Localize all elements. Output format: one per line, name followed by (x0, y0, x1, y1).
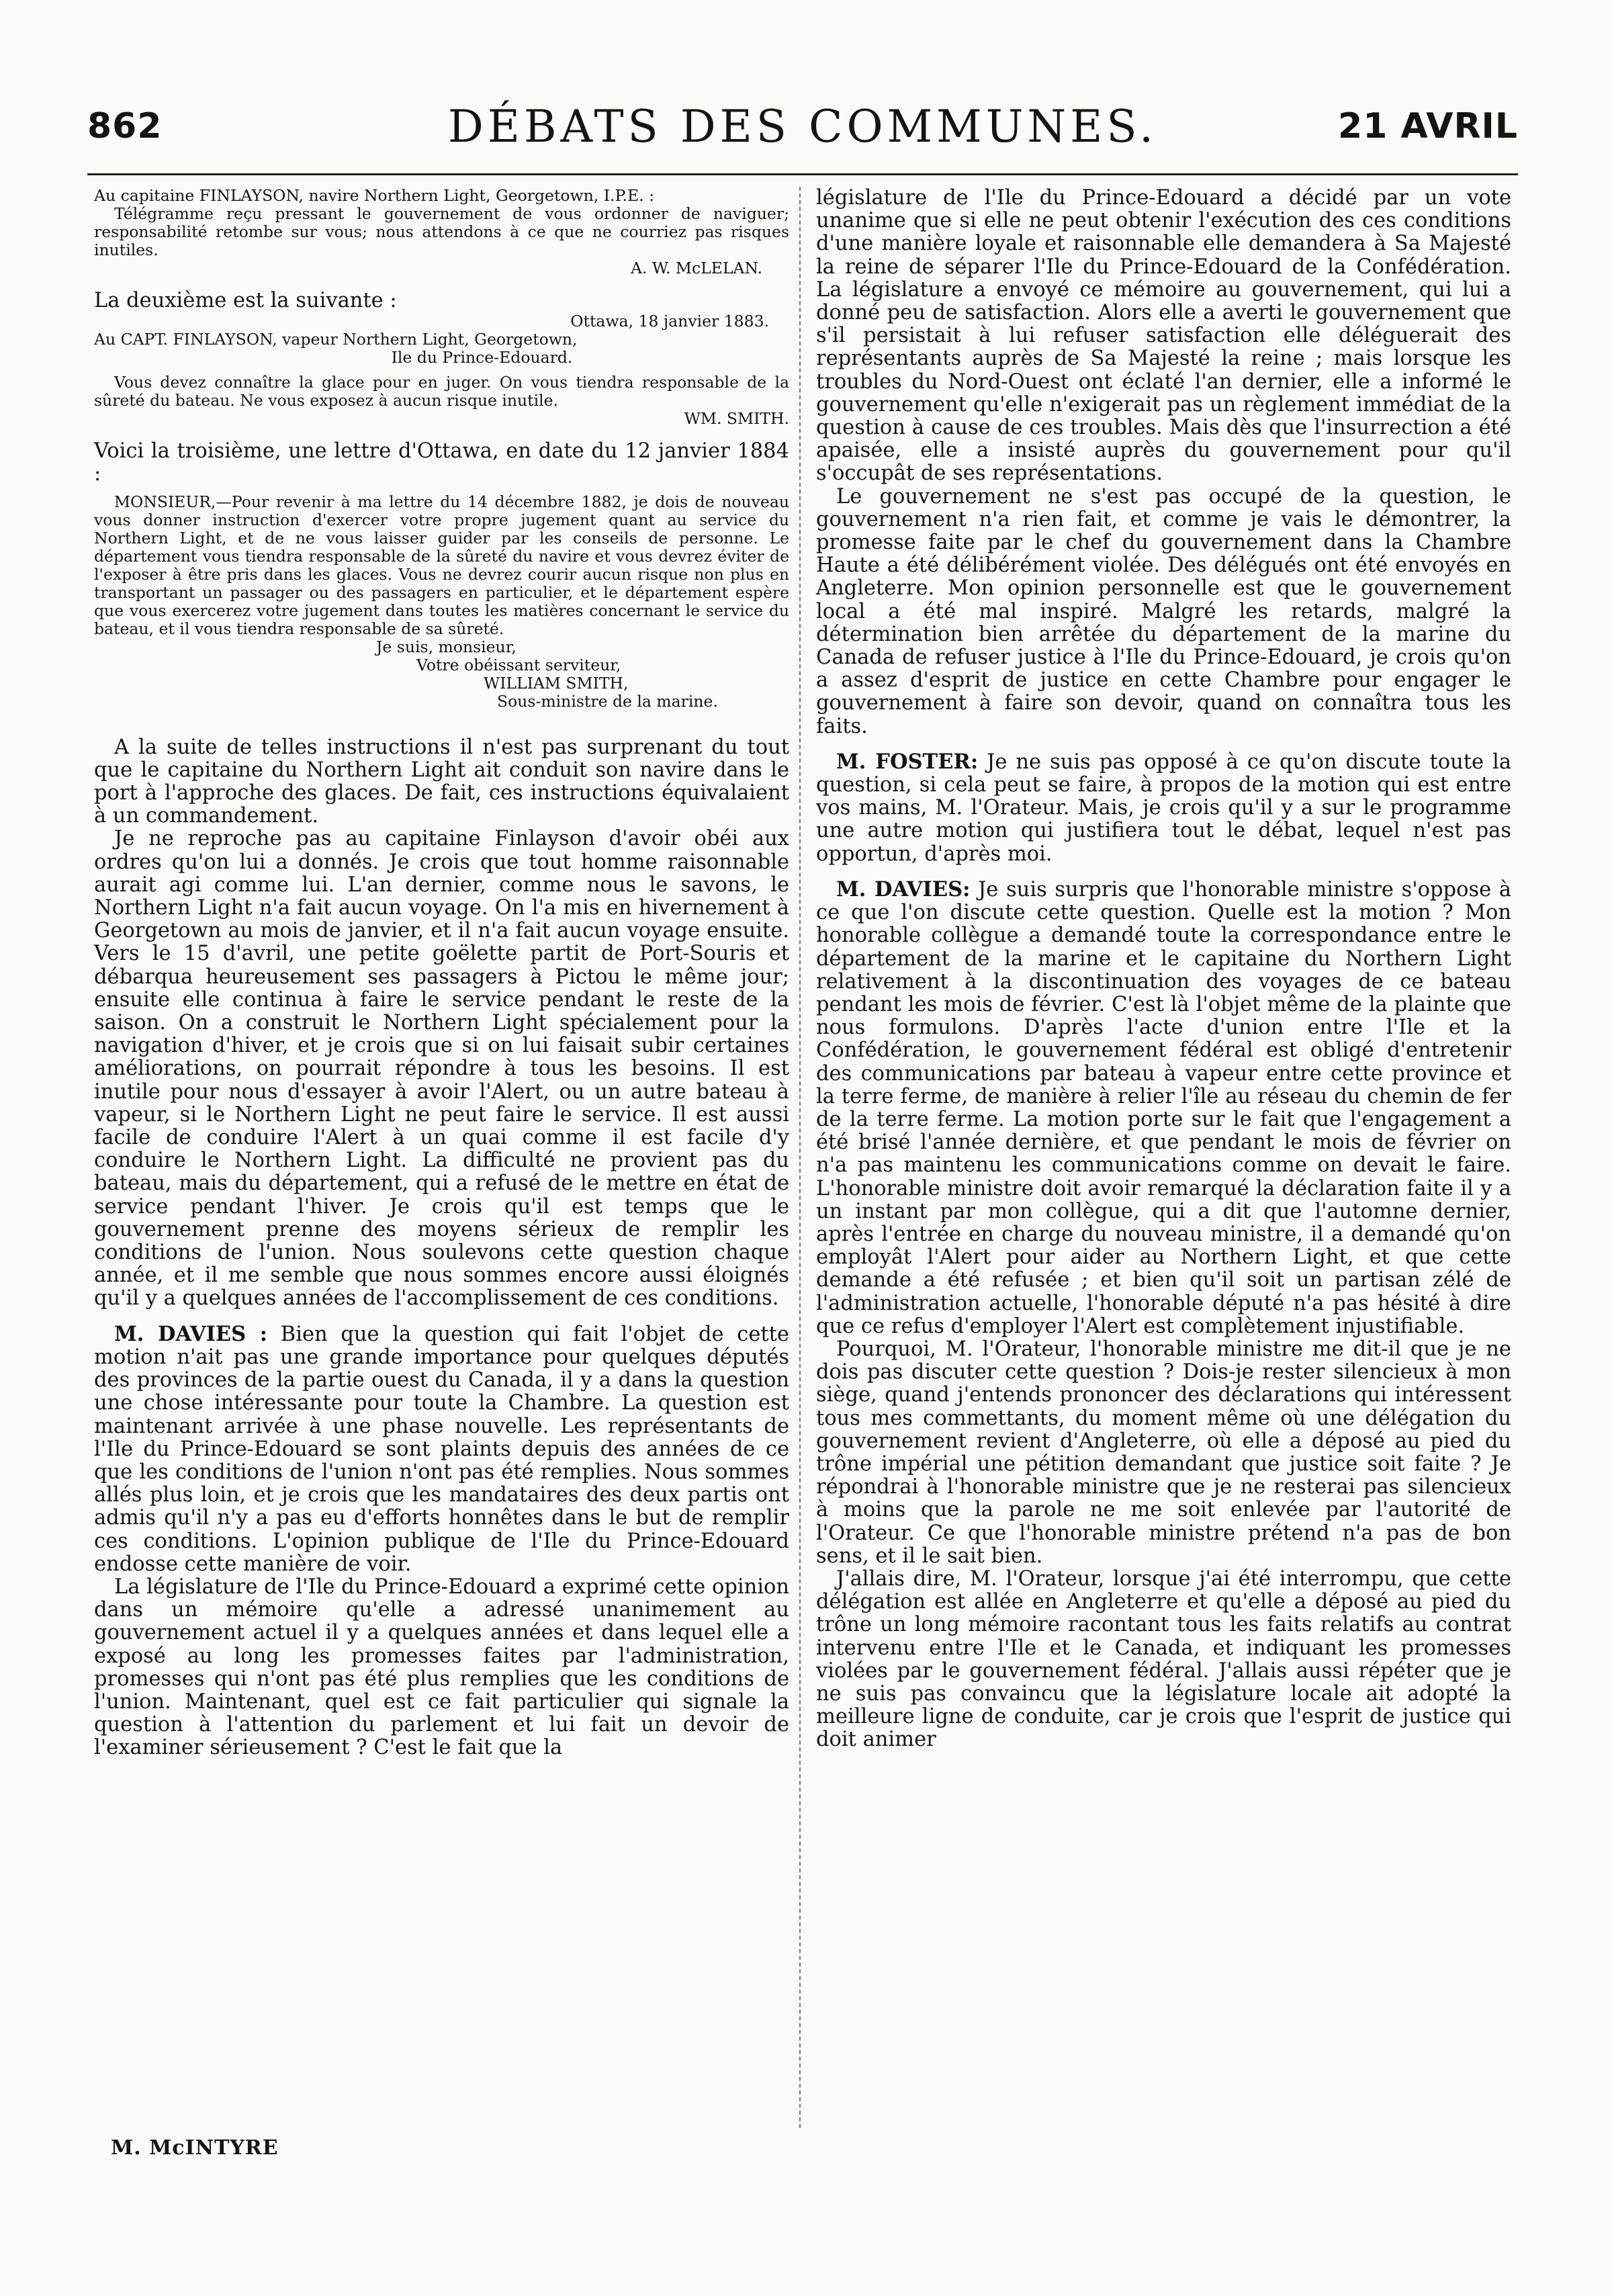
right-paragraph-2: Le gouvernement ne s'est pas occupé de la question, le gouvernement n'a rien fait, et comme je vais le démontrer, la promesse faite par le chef du gouvernement dans la Chambre Haute a été délibérément violée. Des délégués ont été envoyés en Angleterre. Mon opinion personnelle est que le gouvernement local a été mal inspiré. Malgré les retards, malgré la détermination bien arrêtée du département de la marine du Canada de refuser justice à l'Ile du Prince-Edouard, je crois qu'on a assez d'esprit de justice en cette Chambre pour engager le gouvernement à faire son devoir, quand on connaîtra tous les faits. (816, 484, 1511, 738)
paragraph-1: A la suite de telles instructions il n'est pas surprenant du tout que le capitaine du Northern Light ait conduit son navire dans le port à l'approche des glaces. De fait, ces instructions équivalaient à un commandement. (94, 735, 789, 828)
telegram-1-address: Au capitaine FINLAYSON, navire Northern Light, Georgetown, I.P.E. : (94, 186, 655, 205)
telegram-2-address: Au CAPT. FINLAYSON, vapeur Northern Light, Georgetown, (94, 330, 578, 349)
right-paragraph-5: Pourquoi, M. l'Orateur, l'honorable ministre me dit-il que je ne dois pas discuter cette question ? Dois-je rester silencieux à mon siège, quand j'entends prononcer des déclarations qui intéressent tous mes commettants, du moment même où une délégation du gouvernement revient d'Angleterre, où elle a déposé au pied du trône impérial une pétition demandant que justice soit faite ? Je répondrai à l'honorable ministre que je ne resterai pas silencieux à moins que la parole ne me soit enlevée par l'autorité de l'Orateur. Ce que l'honorable ministre prétend n'a pas de bon sens, et il le sait bien. (816, 1337, 1511, 1568)
column-divider (799, 187, 801, 2128)
telegram-2-signature: WM. SMITH. (684, 409, 789, 429)
footer-signature: M. McINTYRE (111, 2136, 279, 2160)
speaker-davies: M. DAVIES : (114, 1321, 268, 1346)
letter-signature: WILLIAM SMITH, (484, 673, 629, 693)
letter-body: MONSIEUR,—Pour revenir à ma lettre du 14 décembre 1882, je dois de nouveau vous donner instruction d'exercer votre propre jugement quant au service du Northern Light, et de ne vous laisser guider par les conseils de personne. Le département vous tiendra responsable de la sûreté du navire et vous devrez éviter de l'exposer à être pris dans les glaces. Vous ne devrez courir aucun risque non plus en transportant un passager ou des passagers en particulier, et le département espère que vous exercerez votre jugement dans toutes les matières concernant le service du bateau, et il vous tiendra responsable de sa sûreté. (94, 492, 789, 638)
right-paragraph-1: législature de l'Ile du Prince-Edouard a décidé par un vote unanime que si elle ne peut obtenir l'exécution des ces conditions d'une manière loyale et raisonnable elle demandera à Sa Majesté la reine de séparer l'Ile du Prince-Edouard de la Confédération. La législature a envoyé ce mémoire au gouvernement, qui lui a donné peu de satisfaction. Alors elle a averti le gouvernement que s'il persistait à lui refuser satisfaction elle déléguerait des représentants auprès de Sa Majesté la reine ; mais lorsque les troubles du Nord-Ouest ont éclaté l'an dernier, elle a informé le gouvernement qu'elle n'exigerait pas un règlement immédiat de la question à cause de ces troubles. Mais dès que l'insurrection a été apaisée, elle a insisté auprès du gouvernement pour qu'il s'occupât de ses représentations. (816, 186, 1511, 486)
page-header (87, 101, 1518, 168)
speaker-foster: M. FOSTER: (836, 749, 979, 774)
speaker-davies-2: M. DAVIES: (836, 877, 971, 901)
letter-closing: Je suis, monsieur, (376, 637, 517, 656)
letter-signature-title: Sous-ministre de la marine. (497, 691, 718, 711)
journal-title: DÉBATS DES COMMUNES. (447, 101, 1158, 152)
telegram-2-date: Ottawa, 18 janvier 1883. (570, 312, 769, 331)
paragraph-4: La législature de l'Ile du Prince-Edouard a exprimé cette opinion dans un mémoire qu'elle a adressé unanimement au gouvernement actuel il y a quelques années et dans lequel elle a exposé au long les promesses faites par l'administration, promesses qui n'ont pas été plus remplies que les conditions de l'union. Maintenant, quel est ce fait particulier qui signale la question à l'attention du parlement et lui fait un devoir de l'examiner sérieusement ? C'est le fait que la (94, 1575, 789, 1760)
paragraph-2: Je ne reproche pas au capitaine Finlayson d'avoir obéi aux ordres qu'on lui a donnés. Je crois que tout homme raisonnable aurait agi comme lui. L'an dernier, comme nous le savons, le Northern Light n'a fait aucun voyage. On l'a mis en hivernement à Georgetown au mois de janvier, et il n'a fait aucun voyage ensuite. Vers le 15 d'avril, une petite goëlette partit de Port-Souris et débarqua heureusement ses passagers à Pictou le même jour; ensuite elle continua à faire le service pendant le reste de la saison. On a construit le Northern Light spécialement pour la navigation d'hiver, et je crois que si on lui faisait subir certaines améliorations, on pourrait répondre à tous les besoins. Il est inutile pour nous d'essayer à avoir l'Alert, ou un autre bateau à vapeur, si le Northern Light ne peut faire le service. Il est aussi facile de conduire l'Alert à un quai comme il est facile d'y conduire le Northern Light. La difficulté ne provient pas du bateau, mais du département, qui a refusé de le mettre en état de service pendant l'hiver. Je crois qu'il est temps que le gouvernement prenne des moyens sérieux de remplir les conditions de l'union. Nous soulevons cette question chaque année, et il me semble que nous sommes encore aussi éloignés qu'il y a quelques années de l'accomplissement de ces conditions. (94, 827, 789, 1311)
right-paragraph-4: M. DAVIES: Je suis surpris que l'honorable ministre s'oppose à ce que l'on discute cette question. Quelle est la motion ? Mon honorable collègue a demandé toute la correspondance entre le département de la marine et le capitaine du Northern Light relativement à la discontinuation des voyages de ce bateau pendant les mois de février. C'est là l'objet même de la plainte que nous formulons. D'après l'acte d'union entre l'Ile et la Confédération, le gouvernement fédéral est obligé d'entretenir des communications par bateau à vapeur entre cette province et la terre ferme, de manière à relier l'île au réseau du chemin de fer de la terre ferme. La motion porte sur le fait que l'engagement a été brisé l'année dernière, et que pendant le mois de février on n'a pas maintenu les communications comme on devait le faire. L'honorable ministre doit avoir remarqué la déclaration faite il y a un instant par mon collègue, qui a dit que l'automne dernier, après l'entrée en charge du nouveau ministre, il a demandé qu'on employât l'Alert pour aider au Northern Light, et que cette demande a été refusée ; et bien qu'il soit un partisan zélé de l'administration actuelle, l'honorable député n'a pas hésité à dire que ce refus d'employer l'Alert est complètement injustifiable. (816, 877, 1512, 1338)
header-rule (87, 173, 1518, 175)
telegram-2-body: Vous devez connaître la glace pour en juger. On vous tiendra responsable de la sûreté du bateau. Ne vous exposez à aucun risque inutile. (94, 373, 789, 410)
left-column (94, 187, 789, 1760)
telegram-1-signature: A. W. McLELAN. (631, 259, 762, 277)
right-column (816, 187, 1511, 1752)
right-paragraph-6: J'allais dire, M. l'Orateur, lorsque j'ai été interrompu, que cette délégation est allée en Angleterre et qu'elle a déposé au pied du trône un long mémoire racontant tous les faits relatifs au contrat intervenu entre l'Ile et le Canada, et indiquant les promesses violées par le gouvernement fédéral. J'allais aussi répéter que je ne suis pas convaincu que la législature locale ait adopté la meilleure ligne de conduite, car je crois que l'esprit de justice qui doit animer (816, 1566, 1511, 1752)
page-number: 862 (87, 106, 163, 146)
intro-second: La deuxième est la suivante : (94, 289, 397, 312)
telegram-2-address-line2: Ile du Prince-Edouard. (391, 348, 573, 367)
paragraph-3: M. DAVIES : Bien que la question qui fait l'objet de cette motion n'ait pas une grande importance pour quelques députés des provinces de la partie ouest du Canada, il y a dans la question une chose intéressante pour toute la Chambre. La question est maintenant arrivée à une phase nouvelle. Les représentants de l'Ile du Prince-Edouard se sont plaints depuis des années de ce que les conditions de l'union n'ont pas été remplies. Nous sommes allés plus loin, et je crois que les mandataires des deux partis ont admis qu'il n'y a pas eu d'efforts honnêtes dans le but de remplir ces conditions. L'opinion publique de l'Ile du Prince-Edouard endosse cette manière de voir. (94, 1321, 789, 1576)
page-date: 21 AVRIL (1338, 106, 1518, 146)
intro-third: Voici la troisième, une lettre d'Ottawa, en date du 12 janvier 1884 : (94, 439, 789, 486)
letter-closing-2: Votre obéissant serviteur, (416, 655, 621, 674)
telegram-1-body: Télégramme reçu pressant le gouvernement de vous ordonner de naviguer; responsabilité retombe sur vous; nous attendons à ce que ne courriez pas risques inutiles. (94, 204, 789, 259)
right-paragraph-3: M. FOSTER: Je ne suis pas opposé à ce qu'on discute toute la question, si cela peut se faire, à propos de la motion qui est entre vos mains, M. l'Orateur. Mais, je crois qu'il y a sur le programme une autre motion qui justifiera tout le débat, lequel n'est pas opportun, d'après moi. (816, 749, 1511, 866)
